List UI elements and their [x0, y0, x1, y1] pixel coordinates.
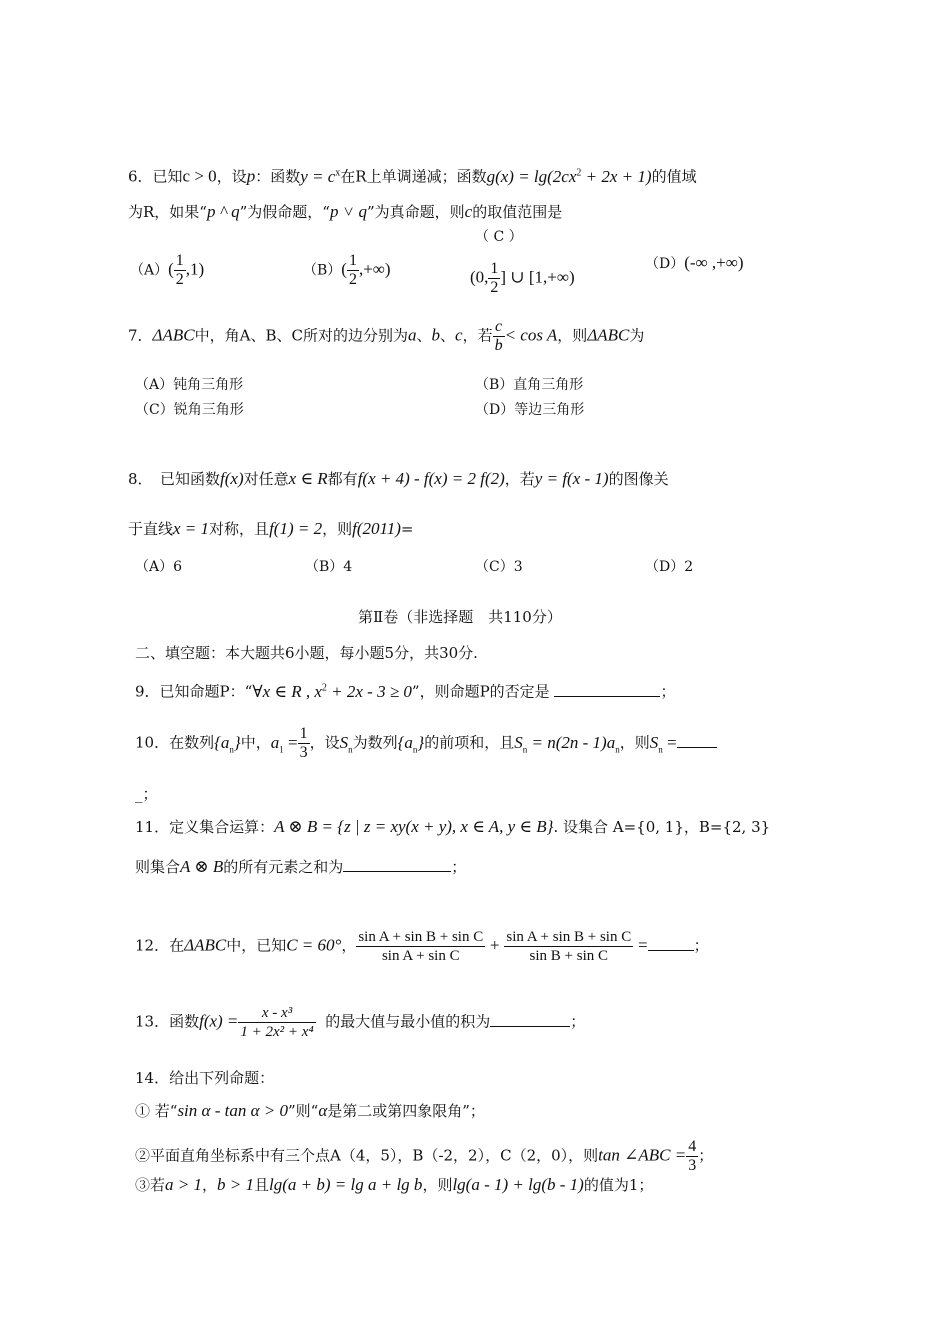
q6-func2: g(x) = lg(2cx [486, 166, 577, 186]
q8-text: 对称，且 [209, 520, 270, 538]
q14-text: ②平面直角坐标系中有三个点A（4，5），B（-2，2），C（2，0），则 [135, 1146, 599, 1165]
q7-c: c [455, 325, 463, 345]
q6-option-c-rest: ] ∪ [1,+∞) [500, 267, 575, 287]
q13-answer-blank[interactable] [490, 1010, 570, 1027]
q13-end: ； [570, 1012, 586, 1031]
q10-answer-blank[interactable] [677, 731, 717, 748]
q11-end: ； [451, 858, 467, 876]
q6-option-a-fraction [174, 252, 186, 289]
q10-text: ，则 [619, 733, 650, 752]
frac-num: 4 [688, 1138, 697, 1155]
q6-option-a [130, 252, 204, 289]
q7-number: 7． [128, 326, 153, 345]
q10-an: {a [214, 732, 230, 752]
frac-num: 1 [299, 725, 308, 742]
q6-option-b-fraction [347, 252, 359, 289]
q10-sub: n [229, 743, 234, 754]
q6-text: ：函数 [255, 167, 301, 186]
q8-line1 [128, 468, 669, 490]
q14-fraction [686, 1138, 698, 1175]
q6-func2-exp: 2 [576, 167, 582, 178]
frac-num: 1 [175, 252, 184, 269]
q14-item3-lg2: lg(a - 1) + lg(b - 1) [452, 1175, 584, 1194]
q10-sub: n [348, 743, 353, 754]
q10-fraction [298, 725, 310, 762]
q6-condition: c > 0 [182, 166, 217, 186]
q7-option-a: （A）钝角三角形 [135, 377, 244, 393]
q11-definition: A ⊗ B = {z | z = xy(x + y), x ∈ A, y ∈ B} [274, 817, 554, 836]
q10-line2: _； [135, 785, 158, 803]
frac-num: c [493, 318, 505, 337]
q12-text: ， [341, 936, 357, 955]
q14-item2-math: tan ∠ABC = [598, 1145, 687, 1165]
q7-inequality: < cos A [504, 325, 558, 345]
q11-text: . 设集合 A={0, 1}，B={2, 3} [553, 818, 771, 836]
q7-option-b: （B）直角三角形 [475, 377, 584, 393]
section-title: 第Ⅱ卷（非选择题 共110分） [358, 608, 562, 626]
q10-brace: } [233, 732, 241, 752]
q8-option-a: （A）6 [135, 559, 183, 575]
q12-fraction2 [504, 928, 633, 965]
q6-option-a-label: （A） [130, 262, 169, 279]
q7-sep: 、 [440, 326, 456, 345]
q6-text: 的值域 [651, 167, 697, 186]
q14-item3 [135, 1174, 653, 1196]
q14-title: 14．给出下列命题： [135, 1069, 275, 1087]
frac-num: sin A + sin B + sin C [506, 929, 632, 945]
q6-option-c-fraction [488, 260, 500, 297]
q6-text: 的取值范围是 [472, 203, 563, 221]
q6-option-b-rest: ,+∞) [358, 259, 391, 279]
q12-angle: C = 60° [286, 935, 342, 955]
q12-line [135, 928, 709, 965]
q6-text: 为R，如果“ [128, 203, 207, 221]
q10-an: {a [397, 732, 413, 752]
q6-option-c-label: （ C ） [475, 229, 523, 245]
q10-rel: S [514, 732, 523, 752]
q8-equation2: y = f(x - 1) [534, 469, 609, 488]
q9-exp: 2 [321, 682, 327, 693]
q8-text: 都有 [327, 470, 358, 488]
frac-den: 2 [348, 271, 357, 288]
q13-text: 的最大值与最小值的积为 [325, 1012, 491, 1031]
q8-text: ，若 [504, 470, 535, 488]
q14-text: ； [698, 1146, 714, 1165]
q14-alpha: α [318, 1101, 328, 1120]
q12-eq: = [638, 935, 648, 955]
q14-item3-a: a > 1 [165, 1175, 202, 1194]
q10-sub: 1 [279, 743, 284, 754]
q6-option-a-open: ( [168, 259, 174, 279]
q8-text: 的图像关 [608, 470, 669, 488]
q11-text: 则集合 [135, 858, 181, 876]
q7-text: ，则 [557, 326, 588, 345]
q8-fx: f(x) [220, 469, 244, 488]
q14-text: ”则“ [287, 1102, 319, 1120]
q9-line [135, 677, 675, 703]
q6-option-b [303, 252, 391, 289]
q10-text: 中， [240, 733, 271, 752]
q8-text: ，则 [322, 520, 353, 538]
q8-text: 于直线 [128, 520, 174, 538]
q14-item1-math: sin α - tan α > 0 [177, 1101, 288, 1120]
frac-den: b [494, 337, 503, 354]
q10-number: 10．在数列 [135, 733, 215, 752]
q9-expr2: + 2x - 3 ≥ 0 [326, 681, 412, 701]
q6-text: ”为假命题，“ [239, 203, 330, 221]
q12-text: 中，已知 [226, 936, 287, 955]
q9-answer-blank[interactable] [554, 680, 660, 697]
q6-option-b-open: ( [341, 259, 347, 279]
q12-plus: + [489, 935, 500, 955]
frac-den: 1 + 2x² + x⁴ [240, 1024, 314, 1040]
frac-den: 3 [688, 1157, 697, 1174]
frac-den: 3 [299, 744, 308, 761]
frac-num: 1 [348, 252, 357, 269]
q13-fx: f(x) = [199, 1011, 239, 1031]
q6-text: ”为真命题，则 [366, 203, 465, 221]
q10-a1: a [270, 732, 280, 752]
q7-text: 为 [629, 326, 645, 345]
q13-line [135, 1004, 585, 1041]
q7-sep: 、 [416, 326, 432, 345]
q10-sub: n [615, 743, 620, 754]
q10-text: ，设 [309, 733, 340, 752]
q6-option-c-open: (0, [470, 267, 489, 287]
frac-num: 1 [490, 260, 499, 277]
q8-text: = [400, 520, 414, 538]
q10-text: 的前项和，且 [424, 733, 515, 752]
q7-line1 [128, 318, 644, 355]
q6-number: 6．已知 [128, 167, 183, 186]
q9-expr: ∀x ∈ R , x [252, 681, 322, 701]
q11-number: 11．定义集合运算： [135, 818, 275, 836]
q10-sn: S [649, 732, 659, 752]
q10-sub: n [412, 743, 418, 754]
q13-number: 13．函数 [135, 1012, 200, 1031]
fill-in-header: 二、填空题：本大题共6小题，每小题5分，共30分. [135, 644, 478, 662]
q10-eq: = [662, 732, 677, 752]
q6-func2-end: + 2x + 1) [581, 166, 652, 186]
q8-option-c: （C）3 [475, 559, 523, 575]
q6-text: 在R上单调递减；函数 [340, 167, 487, 186]
q7-option-c: （C）锐角三角形 [135, 402, 244, 418]
frac-num: sin A + sin B + sin C [358, 929, 484, 945]
q7-a: a [407, 325, 417, 345]
q8-x1: x = 1 [173, 519, 210, 538]
q10-eq: = [283, 732, 298, 752]
q14-text: ① 若“ [135, 1102, 178, 1120]
q10-sub: n [658, 743, 663, 754]
q14-item3-b: b > 1 [217, 1175, 254, 1194]
q6-option-c [470, 260, 575, 297]
q14-item3-lg: lg(a + b) = lg a + lg b [269, 1175, 423, 1194]
q11-text: 的所有元素之和为 [223, 858, 344, 876]
q10-sn: S [339, 732, 349, 752]
q11-line1 [135, 816, 770, 838]
q8-text: 对任意 [243, 470, 289, 488]
q8-f2011: f(2011) [352, 519, 401, 538]
q7-triangle: ΔABC [152, 325, 195, 345]
q9-text: ”，则命题P的否定是 [411, 682, 550, 701]
q8-f1: f(1) = 2 [269, 519, 323, 538]
q12-triangle: ΔABC [184, 935, 227, 955]
q11-answer-blank[interactable] [343, 855, 451, 872]
q7-text: ，若 [462, 326, 493, 345]
q10-rel2: = n(2n - 1)a [527, 732, 616, 752]
q8-line2 [128, 518, 413, 540]
q6-line1 [128, 162, 697, 188]
q14-text: ， [202, 1176, 218, 1194]
q6-option-d [645, 252, 744, 275]
q14-text: 的值为1； [583, 1176, 654, 1194]
q6-option-d-label: （D） [645, 256, 685, 272]
q8-equation: f(x + 4) - f(x) = 2 f(2) [357, 469, 505, 488]
q14-text: ，则 [422, 1176, 453, 1194]
frac-den: 2 [175, 271, 184, 288]
frac-num: x - x³ [238, 1004, 315, 1023]
q6-p-and-q: p ^ q [206, 202, 240, 221]
q14-item1 [135, 1100, 485, 1122]
q9-end: ； [660, 682, 676, 701]
q8-x-in-r: x ∈ R [288, 469, 328, 488]
q7-triangle: ΔABC [587, 325, 630, 345]
q6-option-d-value: (-∞ ,+∞) [684, 253, 744, 272]
q9-number: 9．已知命题P：“ [135, 682, 253, 701]
frac-den: sin B + sin C [529, 948, 609, 964]
q7-option-d: （D）等边三角形 [475, 402, 585, 418]
q10-text: 为数列 [352, 733, 398, 752]
q6-func1-exp: x [335, 167, 341, 178]
q7-b: b [431, 325, 440, 345]
q12-fraction1 [356, 928, 485, 965]
q11-ab: A ⊗ B [180, 857, 224, 876]
frac-den: 2 [490, 279, 499, 296]
q6-p: p [246, 166, 256, 186]
q6-line2 [128, 201, 562, 223]
q6-p-or-q: p ˅ q [329, 202, 367, 221]
q14-text: ③若 [135, 1176, 166, 1194]
frac-den: sin A + sin C [381, 948, 460, 964]
q6-option-b-label: （B） [303, 262, 342, 279]
q10-sub: n [522, 743, 528, 754]
q14-item2 [135, 1138, 713, 1175]
q7-fraction [493, 318, 505, 355]
q6-option-a-rest: ,1) [185, 259, 205, 279]
q10-line1 [135, 725, 717, 762]
q8-number: 8． 已知函数 [128, 470, 221, 488]
q14-text: 且 [254, 1176, 270, 1194]
q6-text: ，设 [216, 167, 247, 186]
q7-text: 中，角A、B、C所对的边分别为 [194, 326, 408, 345]
q8-option-b: （B）4 [305, 559, 353, 575]
q12-answer-blank[interactable] [648, 934, 694, 951]
q12-number: 12．在 [135, 936, 185, 955]
q12-end: ； [693, 936, 709, 955]
q11-line2 [135, 855, 466, 878]
q10-brace: } [417, 732, 425, 752]
q8-option-d: （D）2 [645, 559, 694, 575]
q6-func1: y = c [300, 166, 336, 186]
q6-c: c [464, 202, 473, 221]
q13-fraction [238, 1004, 315, 1041]
q14-text: 是第二或第四象限角”； [327, 1102, 485, 1120]
